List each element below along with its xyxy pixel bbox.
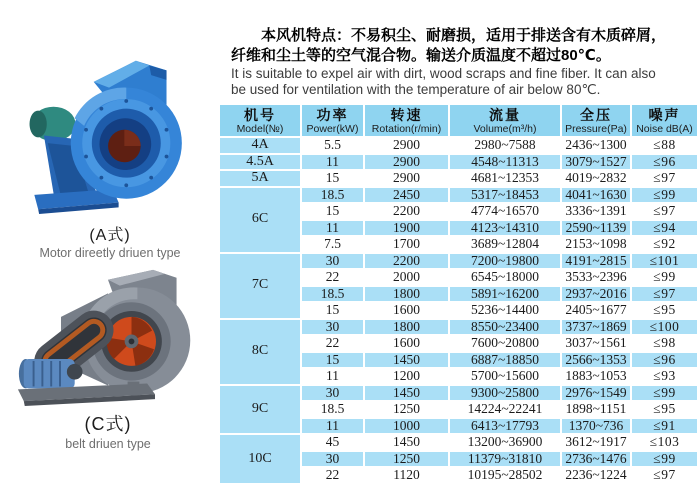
col-header-en: Model(№) xyxy=(236,123,284,135)
cell-noise: ≤91 xyxy=(631,418,698,435)
cell-power: 11 xyxy=(301,154,364,171)
notice-en-line2: be used for ventilation with the temperature of air below 80℃. xyxy=(231,82,601,97)
col-header-en: Rotation(r/min) xyxy=(371,123,442,135)
cell-rotation: 1120 xyxy=(364,467,449,484)
fan-photo-a xyxy=(12,50,208,260)
cell-rotation: 2000 xyxy=(364,269,449,286)
col-header-pressure xyxy=(561,104,631,137)
spec-row xyxy=(219,253,698,270)
cell-volume: 4548~11313 xyxy=(449,154,561,171)
spec-row xyxy=(219,385,698,402)
cell-noise: ≤97 xyxy=(631,467,698,484)
cell-rotation: 1000 xyxy=(364,418,449,435)
col-header-cn: 噪声 xyxy=(648,107,681,123)
cell-volume: 14224~22241 xyxy=(449,401,561,418)
cell-pressure: 2405~1677 xyxy=(561,302,631,319)
cell-rotation: 2900 xyxy=(364,137,449,154)
cell-power: 15 xyxy=(301,352,364,369)
cell-pressure: 1370~736 xyxy=(561,418,631,435)
spec-row xyxy=(219,434,698,451)
cell-power: 7.5 xyxy=(301,236,364,253)
cell-rotation: 1600 xyxy=(364,302,449,319)
cell-noise: ≤100 xyxy=(631,319,698,336)
cell-pressure: 1898~1151 xyxy=(561,401,631,418)
cell-volume: 6887~18850 xyxy=(449,352,561,369)
cell-power: 22 xyxy=(301,335,364,352)
cell-rotation: 1250 xyxy=(364,401,449,418)
col-header-en: Noise dB(A) xyxy=(636,123,693,135)
cell-volume: 6545~18000 xyxy=(449,269,561,286)
spec-header-row xyxy=(219,104,698,137)
cell-rotation: 2200 xyxy=(364,203,449,220)
cell-noise: ≤99 xyxy=(631,451,698,468)
cell-power: 30 xyxy=(301,451,364,468)
cell-rotation: 1800 xyxy=(364,286,449,303)
cell-noise: ≤98 xyxy=(631,335,698,352)
cell-rotation: 1450 xyxy=(364,434,449,451)
fan-c-caption: (C式) xyxy=(84,414,132,434)
cell-power: 18.5 xyxy=(301,187,364,204)
fan-a-subcaption: Motor direetly driuen type xyxy=(39,246,181,260)
model-cell-9C: 9C xyxy=(219,385,301,435)
cell-pressure: 3737~1869 xyxy=(561,319,631,336)
col-header-volume xyxy=(449,104,561,137)
cell-pressure: 2590~1139 xyxy=(561,220,631,237)
cell-rotation: 1800 xyxy=(364,319,449,336)
cell-power: 11 xyxy=(301,418,364,435)
cell-power: 18.5 xyxy=(301,401,364,418)
col-header-cn: 转速 xyxy=(390,107,423,123)
cell-noise: ≤99 xyxy=(631,187,698,204)
notice-cn-line1: 本风机特点：不易积尘、耐磨损，适用于排送含有木质碎屑， xyxy=(261,27,667,44)
cell-power: 18.5 xyxy=(301,286,364,303)
cell-rotation: 1450 xyxy=(364,352,449,369)
cell-volume: 11379~31810 xyxy=(449,451,561,468)
cell-pressure: 3533~2396 xyxy=(561,269,631,286)
cell-volume: 7600~20800 xyxy=(449,335,561,352)
col-header-cn: 机号 xyxy=(244,107,276,123)
fan-a-image xyxy=(19,50,201,220)
cell-pressure: 3037~1561 xyxy=(561,335,631,352)
cell-volume: 3689~12804 xyxy=(449,236,561,253)
spec-table-wrap xyxy=(218,103,697,485)
cell-volume: 8550~23400 xyxy=(449,319,561,336)
cell-pressure: 4191~2815 xyxy=(561,253,631,270)
cell-volume: 4123~14310 xyxy=(449,220,561,237)
spec-row xyxy=(219,154,698,171)
cell-rotation: 2900 xyxy=(364,170,449,187)
feature-notice xyxy=(231,26,699,98)
spec-row xyxy=(219,319,698,336)
cell-pressure: 2566~1353 xyxy=(561,352,631,369)
cell-rotation: 1200 xyxy=(364,368,449,385)
fan-c-image xyxy=(10,266,206,408)
cell-volume: 5236~14400 xyxy=(449,302,561,319)
cell-pressure: 4041~1630 xyxy=(561,187,631,204)
cell-pressure: 2436~1300 xyxy=(561,137,631,154)
cell-power: 11 xyxy=(301,368,364,385)
cell-pressure: 4019~2832 xyxy=(561,170,631,187)
cell-pressure: 2153~1098 xyxy=(561,236,631,253)
cell-pressure: 2736~1476 xyxy=(561,451,631,468)
cell-volume: 5700~15600 xyxy=(449,368,561,385)
fan-c-subcaption: belt driuen type xyxy=(65,437,151,451)
cell-power: 22 xyxy=(301,269,364,286)
cell-rotation: 1250 xyxy=(364,451,449,468)
col-header-en: Power(kW) xyxy=(306,123,359,135)
spec-row xyxy=(219,137,698,154)
cell-pressure: 2236~1224 xyxy=(561,467,631,484)
cell-noise: ≤97 xyxy=(631,286,698,303)
cell-pressure: 3079~1527 xyxy=(561,154,631,171)
cell-rotation: 1450 xyxy=(364,385,449,402)
col-header-en: Volume(m³/h) xyxy=(473,123,537,135)
model-cell-5A: 5A xyxy=(219,170,301,187)
cell-noise: ≤101 xyxy=(631,253,698,270)
cell-rotation: 1600 xyxy=(364,335,449,352)
col-header-cn: 流量 xyxy=(489,107,521,123)
fan-photo-c xyxy=(4,266,212,451)
cell-power: 22 xyxy=(301,467,364,484)
cell-rotation: 2450 xyxy=(364,187,449,204)
cell-power: 30 xyxy=(301,253,364,270)
spec-row xyxy=(219,170,698,187)
fan-a-caption: (A式) xyxy=(89,227,131,244)
col-header-cn: 功率 xyxy=(316,107,349,123)
cell-noise: ≤99 xyxy=(631,269,698,286)
cell-noise: ≤99 xyxy=(631,385,698,402)
cell-noise: ≤97 xyxy=(631,170,698,187)
cell-noise: ≤95 xyxy=(631,302,698,319)
col-header-en: Pressure(Pa) xyxy=(565,123,627,135)
cell-power: 15 xyxy=(301,302,364,319)
cell-rotation: 1900 xyxy=(364,220,449,237)
cell-pressure: 1883~1053 xyxy=(561,368,631,385)
cell-noise: ≤93 xyxy=(631,368,698,385)
col-header-rotation xyxy=(364,104,449,137)
cell-rotation: 1700 xyxy=(364,236,449,253)
cell-volume: 10195~28502 xyxy=(449,467,561,484)
model-cell-8C: 8C xyxy=(219,319,301,385)
model-cell-6C: 6C xyxy=(219,187,301,253)
cell-volume: 6413~17793 xyxy=(449,418,561,435)
cell-power: 11 xyxy=(301,220,364,237)
cell-noise: ≤96 xyxy=(631,154,698,171)
cell-power: 15 xyxy=(301,170,364,187)
cell-power: 30 xyxy=(301,385,364,402)
spec-row xyxy=(219,187,698,204)
model-cell-4.5A: 4.5A xyxy=(219,154,301,171)
col-header-model xyxy=(219,104,301,137)
cell-noise: ≤95 xyxy=(631,401,698,418)
cell-volume: 9300~25800 xyxy=(449,385,561,402)
cell-volume: 4774~16570 xyxy=(449,203,561,220)
cell-volume: 2980~7588 xyxy=(449,137,561,154)
cell-volume: 5317~18453 xyxy=(449,187,561,204)
col-header-noise xyxy=(631,104,698,137)
cell-power: 15 xyxy=(301,203,364,220)
cell-noise: ≤94 xyxy=(631,220,698,237)
cell-noise: ≤96 xyxy=(631,352,698,369)
cell-noise: ≤92 xyxy=(631,236,698,253)
model-cell-4A: 4A xyxy=(219,137,301,154)
spec-table xyxy=(218,103,699,485)
cell-pressure: 3612~1917 xyxy=(561,434,631,451)
model-cell-7C: 7C xyxy=(219,253,301,319)
cell-pressure: 2976~1549 xyxy=(561,385,631,402)
cell-noise: ≤103 xyxy=(631,434,698,451)
cell-pressure: 3336~1391 xyxy=(561,203,631,220)
cell-power: 5.5 xyxy=(301,137,364,154)
cell-volume: 13200~36900 xyxy=(449,434,561,451)
cell-volume: 7200~19800 xyxy=(449,253,561,270)
cell-pressure: 2937~2016 xyxy=(561,286,631,303)
cell-noise: ≤97 xyxy=(631,203,698,220)
model-cell-10C: 10C xyxy=(219,434,301,484)
notice-en-line1: It is suitable to expel air with dirt, wood scraps and fine fiber. It can also xyxy=(231,66,656,81)
col-header-power xyxy=(301,104,364,137)
cell-noise: ≤88 xyxy=(631,137,698,154)
cell-volume: 4681~12353 xyxy=(449,170,561,187)
notice-cn-line2: 纤维和尘土等的空气混合物。输送介质温度不超过80℃。 xyxy=(231,47,611,64)
col-header-cn: 全压 xyxy=(580,107,612,123)
cell-rotation: 2200 xyxy=(364,253,449,270)
cell-power: 45 xyxy=(301,434,364,451)
cell-power: 30 xyxy=(301,319,364,336)
cell-volume: 5891~16200 xyxy=(449,286,561,303)
cell-rotation: 2900 xyxy=(364,154,449,171)
